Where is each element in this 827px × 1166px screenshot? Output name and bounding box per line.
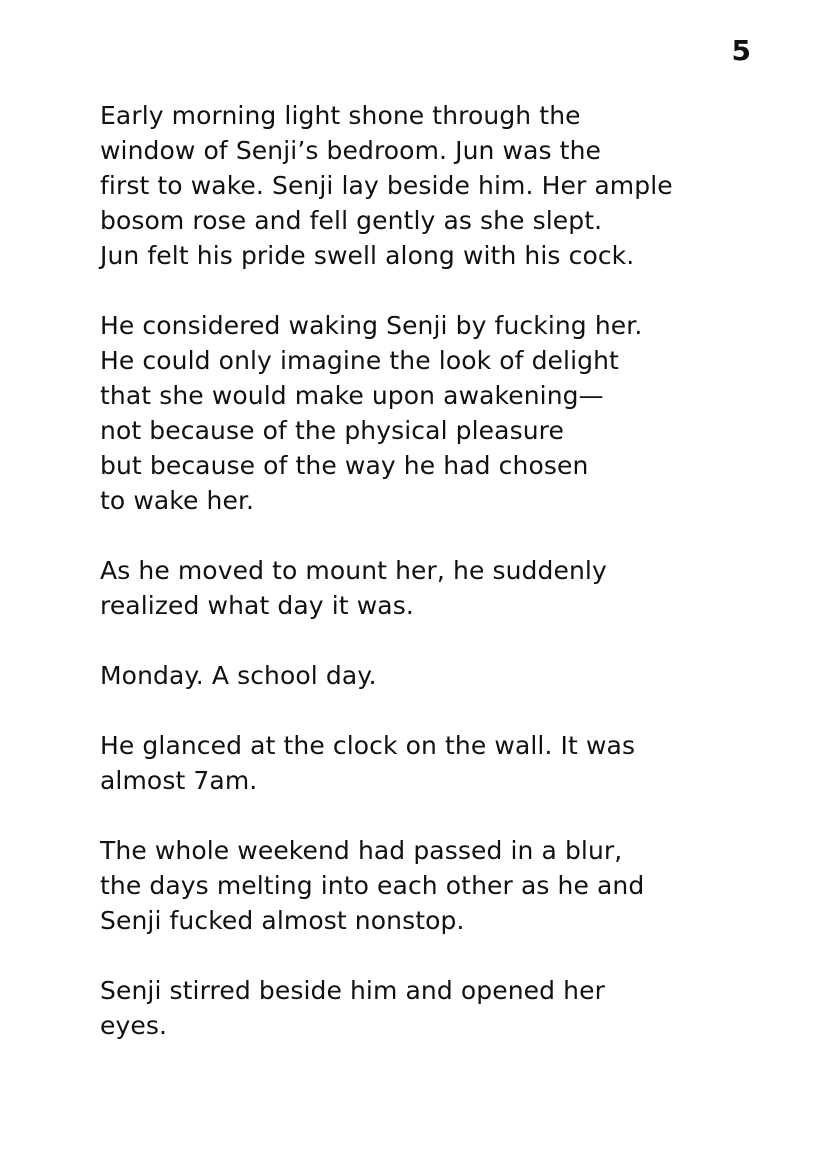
paragraph — [100, 728, 780, 798]
text-line: but because of the way he had chosen — [100, 451, 589, 480]
text-line: the days melting into each other as he and — [100, 871, 645, 900]
text-line: Jun felt his pride swell along with his cock. — [100, 241, 635, 270]
text-line: Senji stirred beside him and opened her — [100, 976, 605, 1005]
text-line: that she would make upon awakening— — [100, 381, 604, 410]
text-line: Senji fucked almost nonstop. — [100, 906, 465, 935]
text-line: The whole weekend had passed in a blur, — [100, 836, 623, 865]
body-text — [100, 98, 780, 1078]
text-line: He could only imagine the look of delight — [100, 346, 619, 375]
text-line: realized what day it was. — [100, 591, 414, 620]
text-line: Early morning light shone through the — [100, 101, 581, 130]
text-line: almost 7am. — [100, 766, 258, 795]
page-number: 5 — [731, 34, 751, 67]
paragraph — [100, 553, 780, 623]
text-line: window of Senji’s bedroom. Jun was the — [100, 136, 602, 165]
paragraph — [100, 658, 780, 693]
text-line: to wake her. — [100, 486, 255, 515]
text-line: first to wake. Senji lay beside him. Her ample — [100, 171, 673, 200]
text-line: Monday. A school day. — [100, 661, 377, 690]
text-line: As he moved to mount her, he suddenly — [100, 556, 607, 585]
text-line: not because of the physical pleasure — [100, 416, 564, 445]
paragraph — [100, 308, 780, 518]
text-line: eyes. — [100, 1011, 168, 1040]
text-line: He glanced at the clock on the wall. It was — [100, 731, 636, 760]
paragraph — [100, 973, 780, 1043]
paragraph — [100, 833, 780, 938]
text-line: bosom rose and fell gently as she slept. — [100, 206, 603, 235]
paragraph — [100, 98, 780, 273]
text-line: He considered waking Senji by fucking her. — [100, 311, 643, 340]
